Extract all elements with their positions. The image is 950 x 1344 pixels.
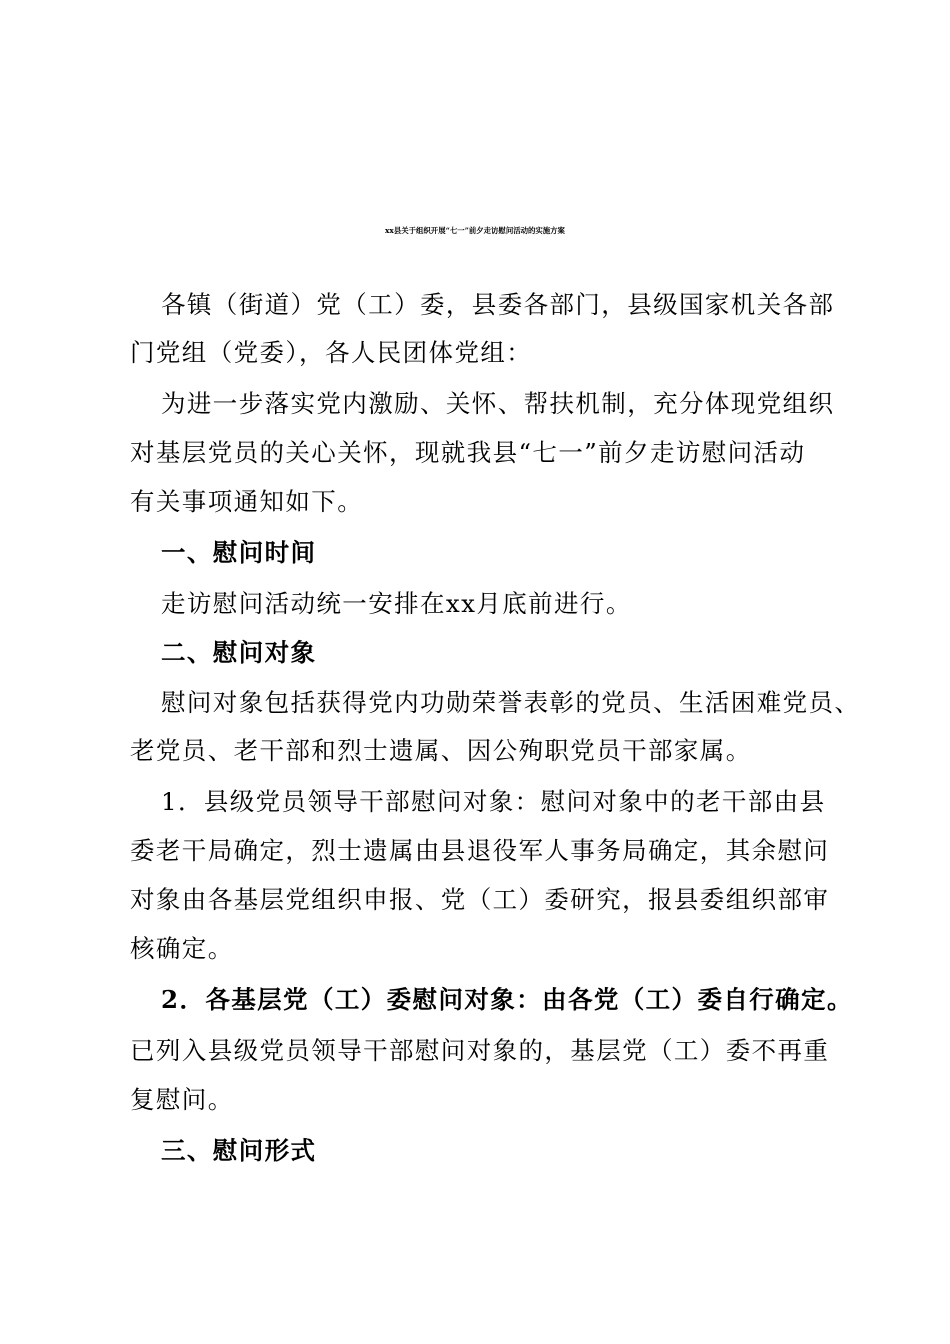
item-1-line-4: 核确定。	[130, 934, 234, 963]
time-paragraph: 走访慰问活动统一安排在xx月底前进行。	[161, 589, 632, 618]
document-title: xx县关于组织开展“七一”前夕走访慰问活动的实施方案	[385, 226, 565, 235]
item-1-line-1: 1．县级党员领导干部慰问对象：慰问对象中的老干部由县	[161, 787, 826, 816]
salutation-line-1: 各镇（街道）党（工）委，县委各部门，县级国家机关各部	[161, 290, 835, 319]
item-1-line-3: 对象由各基层党组织申报、党（工）委研究，报县委组织部审	[130, 885, 830, 914]
targets-line-2: 老党员、老干部和烈士遗属、因公殉职党员干部家属。	[130, 736, 752, 765]
intro-line-1: 为进一步落实党内激励、关怀、帮扶机制，充分体现党组织	[161, 389, 835, 418]
salutation-line-2: 门党组（党委），各人民团体党组：	[130, 338, 533, 367]
intro-line-3: 有关事项通知如下。	[130, 487, 364, 516]
section-heading-targets: 二、慰问对象	[161, 638, 317, 667]
item-1-line-2: 委老干局确定，烈士遗属由县退役军人事务局确定，其余慰问	[130, 836, 830, 865]
item-2-line-3: 复慰问。	[130, 1085, 234, 1114]
section-heading-form: 三、慰问形式	[161, 1136, 317, 1165]
item-2-line-1: 2．各基层党（工）委慰问对象：由各党（工）委自行确定。	[161, 985, 853, 1014]
item-2-line-2: 已列入县级党员领导干部慰问对象的，基层党（工）委不再重	[130, 1036, 830, 1065]
section-heading-time: 一、慰问时间	[161, 538, 317, 567]
intro-line-2: 对基层党员的关心关怀，现就我县“七一”前夕走访慰问活动	[130, 438, 806, 467]
targets-line-1: 慰问对象包括获得党内功勋荣誉表彰的党员、生活困难党员、	[161, 688, 861, 717]
